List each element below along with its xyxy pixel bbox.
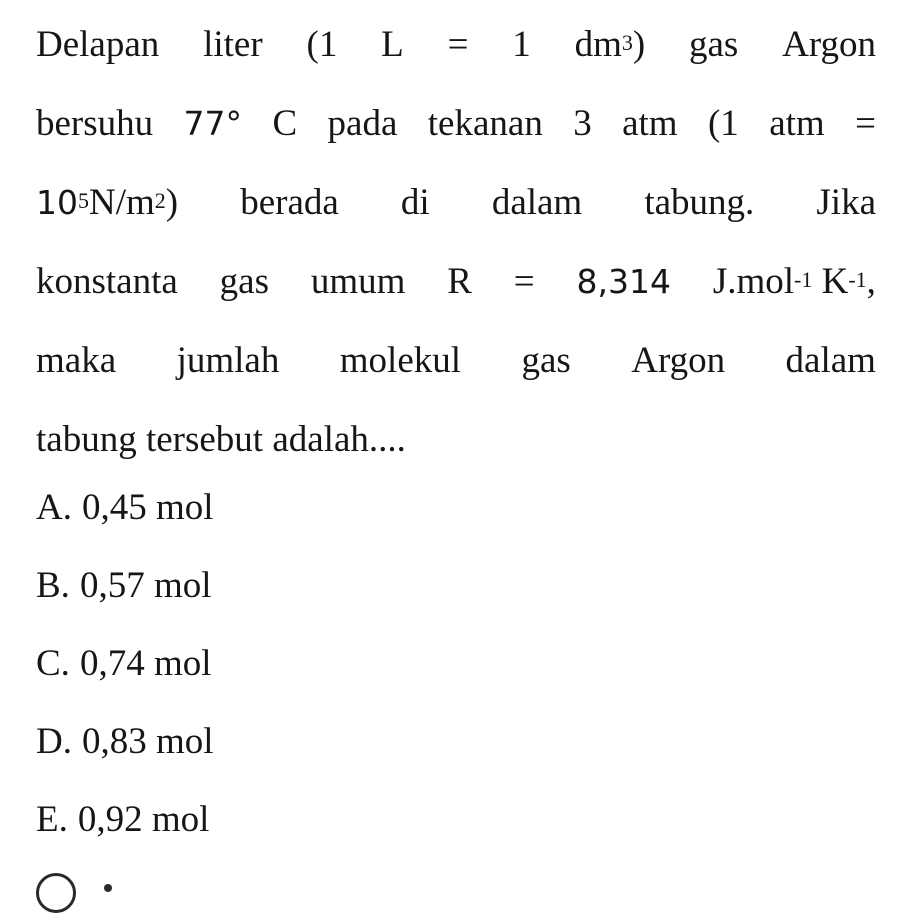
word: (1 [306, 24, 338, 65]
answer-options [36, 483, 214, 873]
word: (1 [707, 103, 739, 144]
word: C [272, 103, 298, 144]
comma: , [866, 261, 876, 302]
option-key: E. [36, 799, 68, 840]
word: pada [327, 103, 398, 144]
word: konstanta [36, 261, 178, 302]
word: 3 [573, 103, 592, 144]
word: gas [688, 24, 739, 65]
word: atm [622, 103, 678, 144]
unit-jmolk [713, 251, 876, 313]
word: gas [219, 261, 269, 302]
question-line-4 [36, 251, 876, 330]
word: molekul [339, 340, 462, 381]
unit-dm3 [575, 14, 646, 76]
option-text: 0,83 mol [81, 721, 214, 762]
word: L [381, 24, 404, 65]
option-e [36, 795, 214, 873]
word: = [513, 261, 535, 302]
word: umum [310, 261, 406, 302]
word: liter [203, 24, 263, 65]
option-a [36, 483, 214, 561]
word: Jika [816, 182, 876, 223]
unit-base: N/m [89, 182, 155, 223]
question-line-6 [36, 409, 876, 488]
option-c [36, 639, 214, 717]
question-ending: tabung tersebut adalah.... [36, 419, 406, 460]
question-line-3 [36, 172, 876, 251]
question-line-5 [36, 330, 876, 409]
question-line-2 [36, 93, 876, 172]
paren: ) [632, 24, 646, 65]
option-text: 0,92 mol [77, 799, 210, 840]
question-line-1 [36, 14, 876, 93]
word: Delapan [36, 24, 160, 65]
word: Argon [782, 24, 876, 65]
word: dalam [491, 182, 583, 223]
option-text: 0,74 mol [79, 643, 212, 684]
paren: ) [165, 182, 179, 223]
exponent: -1 [848, 267, 867, 292]
word: tekanan [427, 103, 543, 144]
dot-icon [104, 884, 112, 892]
word: dalam [785, 340, 876, 381]
temperature-value: 77° [183, 104, 243, 143]
option-key: C. [36, 643, 70, 684]
word: bersuhu [36, 103, 154, 144]
exponent: -1 [794, 267, 813, 292]
word: R [447, 261, 472, 302]
exponent: 3 [621, 30, 633, 55]
word: = [447, 24, 469, 65]
word: gas [521, 340, 571, 381]
question-text [36, 14, 876, 488]
option-key: A. [36, 487, 72, 528]
word: di [400, 182, 430, 223]
unit-base: dm [574, 24, 622, 65]
exponent: 2 [154, 188, 166, 213]
unit-base: K [821, 261, 849, 302]
unit-base: J.mol [712, 261, 795, 302]
base: 10 [36, 183, 78, 222]
option-text: 0,45 mol [81, 487, 214, 528]
gas-constant-value: 8,314 [576, 262, 671, 301]
word: berada [240, 182, 339, 223]
option-key: B. [36, 565, 70, 606]
option-b [36, 561, 214, 639]
word: Argon [631, 340, 726, 381]
circle-icon [36, 873, 76, 913]
word: jumlah [176, 340, 280, 381]
option-key: D. [36, 721, 72, 762]
word: = [855, 103, 876, 144]
option-text: 0,57 mol [79, 565, 212, 606]
word: 1 [512, 24, 531, 65]
exponent: 5 [78, 188, 89, 213]
word: maka [36, 340, 117, 381]
word: tabung. [644, 182, 755, 223]
option-d [36, 717, 214, 795]
word: atm [769, 103, 825, 144]
power-of-ten [36, 172, 178, 234]
